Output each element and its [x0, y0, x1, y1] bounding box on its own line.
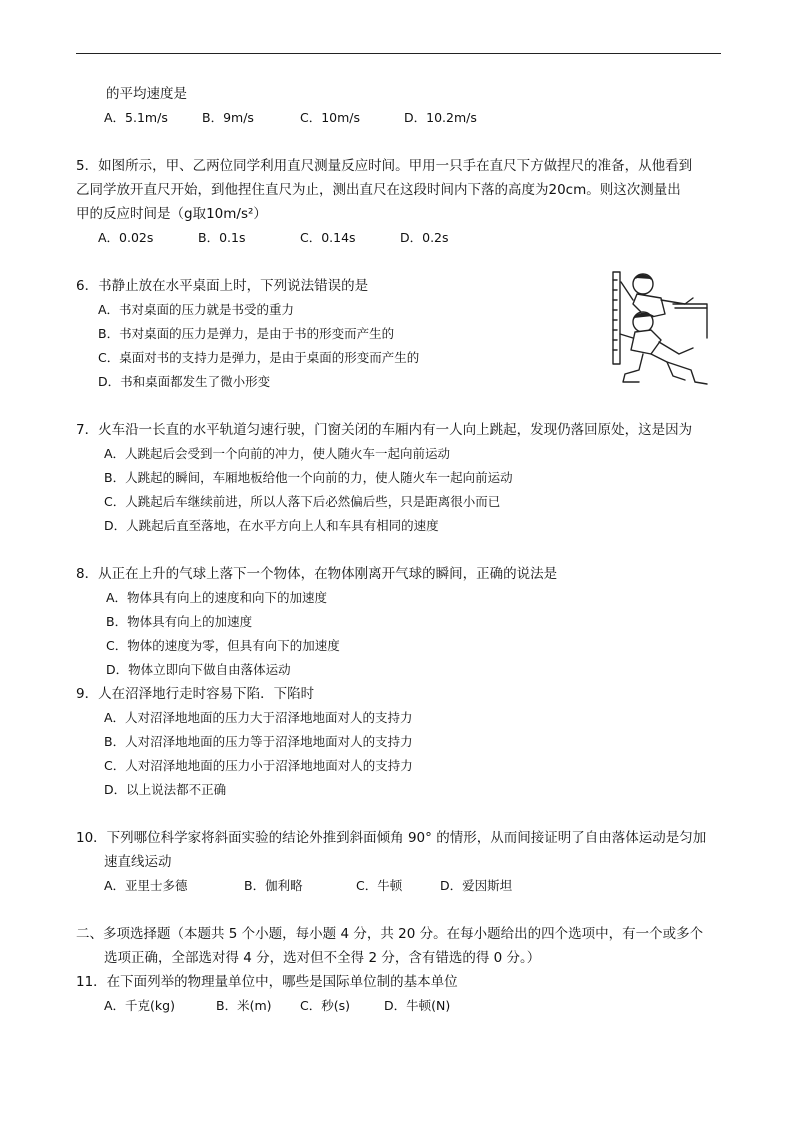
q11-option-b: B．米(m)	[216, 998, 272, 1013]
q9-option-c: C．人对沼泽地地面的压力小于沼泽地地面对人的支持力	[104, 758, 413, 773]
q4-stem-continuation: 的平均速度是	[106, 86, 187, 102]
q5-option-c: C．0.14s	[300, 230, 356, 245]
q9-option-b: B．人对沼泽地地面的压力等于沼泽地地面对人的支持力	[104, 734, 413, 749]
q11-option-d: D．牛顿(N)	[384, 998, 451, 1013]
q5-option-a: A．0.02s	[98, 230, 154, 245]
q4-option-d: D．10.2m/s	[404, 110, 477, 125]
q7-option-b: B．人跳起的瞬间，车厢地板给他一个向前的力，使人随火车一起向前运动	[104, 470, 513, 485]
q8-option-b: B．物体具有向上的加速度	[106, 614, 253, 629]
q8-option-c: C．物体的速度为零，但具有向下的加速度	[106, 638, 340, 653]
q8-stem: 8．从正在上升的气球上落下一个物体，在物体刚离开气球的瞬间，正确的说法是	[76, 566, 558, 582]
q5-stem-line2: 乙同学放开直尺开始，到他捏住直尺为止，测出直尺在这段时间内下落的高度为20cm。则这次测量出	[76, 182, 681, 198]
q5-stem-line1: 5．如图所示，甲、乙两位同学利用直尺测量反应时间。甲用一只手在直尺下方做捏尺的准备，从他看到	[76, 158, 693, 174]
q9-option-d: D．以上说法都不正确	[104, 782, 227, 797]
q7-option-a: A．人跳起后会受到一个向前的冲力，使人随火车一起向前运动	[104, 446, 451, 461]
q10-option-c: C．牛顿	[356, 878, 403, 893]
q7-option-d: D．人跳起后直至落地，在水平方向上人和车具有相同的速度	[104, 518, 439, 533]
section2-heading-line2: 选项正确，全部选对得 4 分，选对但不全得 2 分，含有错选的得 0 分。）	[104, 950, 541, 966]
q7-stem: 7．火车沿一长直的水平轨道匀速行驶，门窗关闭的车厢内有一人向上跳起，发现仍落回原处，这是因为	[76, 422, 693, 438]
q9-stem: 9．人在沼泽地行走时容易下陷．下陷时	[76, 686, 315, 702]
q5-option-d: D．0.2s	[400, 230, 449, 245]
q6-option-d: D．书和桌面都发生了微小形变	[98, 374, 271, 389]
section2-heading-line1: 二、多项选择题（本题共 5 个小题，每小题 4 分，共 20 分。在每小题给出的四个选项中，有一个或多个	[76, 926, 704, 942]
q8-option-d: D．物体立即向下做自由落体运动	[106, 662, 291, 677]
q6-stem: 6．书静止放在水平桌面上时，下列说法错误的是	[76, 278, 369, 294]
header-rule	[76, 53, 721, 54]
q7-option-c: C．人跳起后车继续前进，所以人落下后必然偏后些，只是距离很小而已	[104, 494, 501, 509]
q11-option-c: C．秒(s)	[300, 998, 350, 1013]
q5-option-b: B．0.1s	[198, 230, 246, 245]
q9-option-a: A．人对沼泽地地面的压力大于沼泽地地面对人的支持力	[104, 710, 413, 725]
q4-option-b: B．9m/s	[202, 110, 254, 125]
q10-stem-line1: 10．下列哪位科学家将斜面实验的结论外推到斜面倾角 90° 的情形，从而间接证明了自由落体运动是匀加	[76, 830, 707, 846]
q4-option-a: A．5.1m/s	[104, 110, 168, 125]
q10-option-a: A．亚里士多德	[104, 878, 188, 893]
q11-option-a: A．千克(kg)	[104, 998, 175, 1013]
q10-option-d: D．爱因斯坦	[440, 878, 513, 893]
q8-option-a: A．物体具有向上的速度和向下的加速度	[106, 590, 328, 605]
q6-option-b: B．书对桌面的压力是弹力，是由于书的形变而产生的	[98, 326, 395, 341]
q6-option-a: A．书对桌面的压力就是书受的重力	[98, 302, 295, 317]
q4-option-c: C．10m/s	[300, 110, 361, 125]
q10-stem-line2: 速直线运动	[104, 854, 172, 870]
q6-option-c: C．桌面对书的支持力是弹力，是由于桌面的形变而产生的	[98, 350, 420, 365]
q11-stem: 11．在下面列举的物理量单位中，哪些是国际单位制的基本单位	[76, 974, 458, 990]
q10-option-b: B．伽利略	[244, 878, 303, 893]
ruler-reaction-figure	[603, 270, 713, 390]
q5-stem-line3: 甲的反应时间是（g取10m/s²）	[76, 206, 267, 222]
